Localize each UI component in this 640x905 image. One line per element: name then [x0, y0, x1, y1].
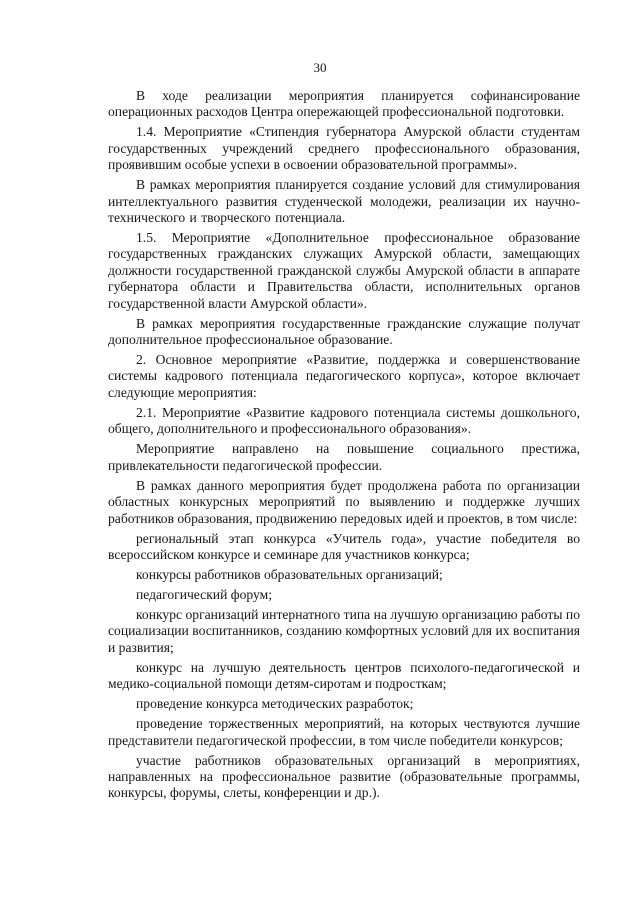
paragraph-measure-1-4-description: В рамках мероприятия планируется создание условий для стимулирования интеллектуального развития студенческой молодежи, реализации их научно-технического и творческого потенциала. — [108, 177, 580, 226]
list-item-teacher-of-year: региональный этап конкурса «Учитель года», участие победителя во всероссийском конкурсе и семинаре для участников конкурса; — [108, 530, 580, 562]
paragraph-measure-1-4: 1.4. Мероприятие «Стипендия губернатора Амурской области студентам государственных учреждений среднего профессионального образования, проявившим особые успехи в освоении образовательной программы». — [108, 124, 580, 173]
list-item-staff-contests: конкурсы работников образовательных организаций; — [136, 566, 443, 582]
list-item-methodical-contest: проведение конкурса методических разработок; — [136, 696, 414, 712]
list-item-centers-contest: конкурс на лучшую деятельность центров психолого-педагогической и медико-социальной помощи детям-сиротам и подросткам; — [108, 659, 580, 692]
paragraph-measure-1-5: 1.5. Мероприятие «Дополнительное профессиональное образование государственных гражданских служащих Амурской области, замещающих должности государственной гражданской службы Амурской области в аппарате губернатора области и Правительства области, исполнительных органов государственной власти Амурской области». — [108, 230, 580, 311]
paragraph-measure-2-1-purpose: Мероприятие направлено на повышение социального престижа, привлекательности педагогической профессии. — [108, 441, 580, 473]
page-number: 30 — [313, 60, 327, 75]
paragraph-main-measure-2: 2. Основное мероприятие «Развитие, поддержка и совершенствование системы кадрового потенциала педагогического корпуса», которое включает следующие мероприятия: — [108, 352, 580, 400]
list-item-professional-development: участие работников образовательных организаций в мероприятиях, направленных на профессиональное развитие (образовательные программы, конкурсы, форумы, слеты, конференции и др.). — [108, 752, 580, 801]
paragraph-measure-2-1: 2.1. Мероприятие «Развитие кадрового потенциала системы дошкольного, общего, дополнительного и профессионального образования». — [108, 404, 580, 437]
paragraph-cofinancing: В ходе реализации мероприятия планируется софинансирование операционных расходов Центра опережающей профессиональной подготовки. — [108, 88, 580, 120]
list-item-pedagogical-forum: педагогический форум; — [136, 586, 272, 602]
list-item-ceremonial-events: проведение торжественных мероприятий, на которых чествуются лучшие представители педагогической профессии, в том числе победители конкурсов; — [108, 716, 580, 748]
list-item-boarding-contest: конкурс организаций интернатного типа на лучшую организацию работы по социализации воспитанников, созданию комфортных условий для их воспитания и развития; — [108, 606, 580, 655]
paragraph-measure-1-5-description: В рамках мероприятия государственные гражданские служащие получат дополнительное профессиональное образование. — [108, 315, 580, 348]
paragraph-measure-2-1-scope: В рамках данного мероприятия будет продолжена работа по организации областных конкурсных мероприятий по выявлению и поддержке лучших работников образования, продвижению передовых идей и проектов, в том числе: — [108, 477, 580, 526]
document-body — [108, 88, 580, 805]
